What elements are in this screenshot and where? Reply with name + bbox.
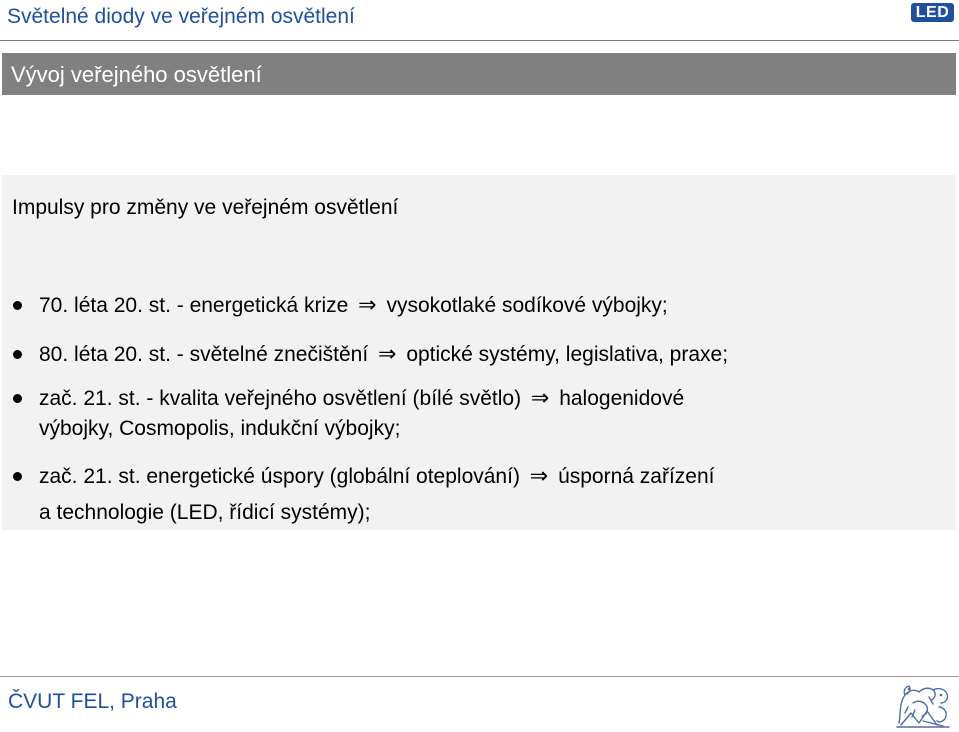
bullet-text: zač. 21. st. - kvalita veřejného osvětlení (bílé světlo) <box>39 387 522 410</box>
implies-arrow-icon: ⇒ <box>378 341 397 366</box>
bullet-result: úsporná zařízení <box>558 465 715 488</box>
footer-institution: ČVUT FEL, Praha <box>8 690 177 713</box>
header-divider <box>0 40 959 41</box>
implies-arrow-icon: ⇒ <box>530 385 550 410</box>
czech-lion-emblem-icon <box>893 683 953 729</box>
bullet-dot <box>13 350 22 359</box>
header-title: Světelné diody ve veřejném osvětlení <box>7 5 355 28</box>
implies-arrow-icon: ⇒ <box>358 292 377 317</box>
slide-subtitle: Impulsy pro změny ve veřejném osvětlení <box>12 196 399 219</box>
bullet-text: 80. léta 20. st. - světelné znečištění <box>39 343 369 366</box>
bullet-result: halogenidové <box>559 387 685 410</box>
content-panel <box>2 175 956 530</box>
bullet-continuation: výbojky, Cosmopolis, indukční výbojky; <box>39 417 401 440</box>
slide-title-bar <box>2 53 956 95</box>
slide-title: Vývoj veřejného osvětlení <box>11 62 262 87</box>
bullet-text: zač. 21. st. energetické úspory (globální oteplování) <box>39 465 520 488</box>
bullet-continuation: a technologie (LED, řídicí systémy); <box>39 501 371 524</box>
implies-arrow-icon: ⇒ <box>529 463 549 488</box>
bullet-text: 70. léta 20. st. - energetická krize <box>39 294 349 317</box>
led-logo: LED <box>911 3 954 22</box>
bullet-result: optické systémy, legislativa, praxe; <box>406 343 729 366</box>
bullet-dot <box>13 394 22 403</box>
footer-divider <box>0 676 959 677</box>
bullet-result: vysokotlaké sodíkové výbojky; <box>386 294 668 317</box>
bullet-dot <box>13 301 22 310</box>
bullet-dot <box>13 472 22 481</box>
